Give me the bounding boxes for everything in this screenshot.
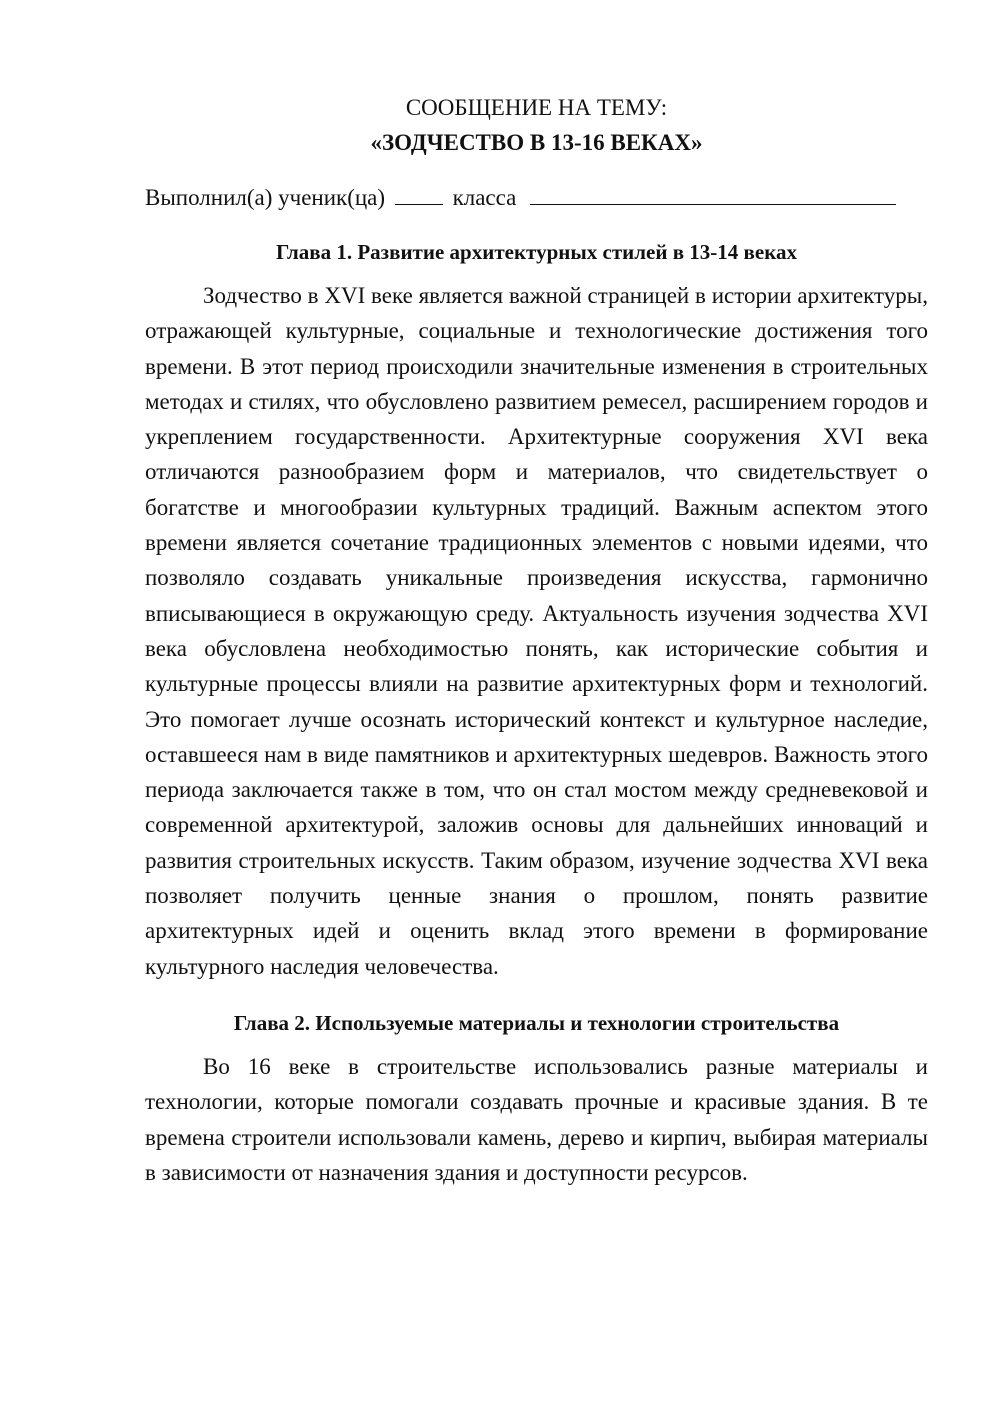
chapter1-paragraph: Зодчество в XVI веке является важной страницей в истории архитектуры, отражающей культурные, социальные и технологические достижения того времени. В этот период происходили значительные изменения в строительных методах и стилях, что обусловлено развитием ремесел, расширением городов и укреплением государственности. Архитектурные сооружения XVI века отличаются разнообразием форм и материалов, что свидетельствует о богатстве и многообразии культурных традиций. Важным аспектом этого времени является сочетание традиционных элементов с новыми идеями, что позволяло создавать уникальные произведения искусства, гармонично вписывающиеся в окружающую среду. Актуальность изучения зодчества XVI века обусловлена необходимостью понять, как исторические события и культурные процессы влияли на развитие архитектурных форм и технологий. Это помогает лучше осознать исторический контекст и культурное наследие, оставшееся нам в виде памятников и архитектурных шедевров. Важность этого периода заключается также в том, что он стал мостом между средневековой и современной архитектурой, заложив основы для дальнейших инноваций и развития строительных искусств. Таким образом, изучение зодчества XVI века позволяет получить ценные знания о прошлом, понять развитие архитектурных идей и оценить вклад этого времени в формирование культурного наследия человечества. (145, 283, 928, 979)
chapter1-heading: Глава 1. Развитие архитектурных стилей в 13-14 веках (275, 240, 797, 264)
author-label: Выполнил(а) ученик(ца) (145, 185, 386, 210)
grade-blank (395, 184, 443, 205)
chapter2-paragraph: Во 16 веке в строительстве использовались разные материалы и технологии, которые помогали создавать прочные и красивые здания. В те времена строители использовали камень, дерево и кирпич, выбирая материалы в зависимости от назначения здания и доступности ресурсов. (145, 1053, 928, 1185)
name-blank (530, 184, 896, 205)
author-line (145, 180, 928, 215)
document-page (145, 90, 928, 1190)
document-title-line2: «ЗОДЧЕСТВО В 13-16 ВЕКАХ» (370, 130, 703, 155)
chapter2-heading: Глава 2. Используемые материалы и технологии строительства (233, 1010, 840, 1035)
document-title-line1: СООБЩЕНИЕ НА ТЕМУ: (405, 95, 668, 120)
class-label: класса (452, 185, 517, 210)
